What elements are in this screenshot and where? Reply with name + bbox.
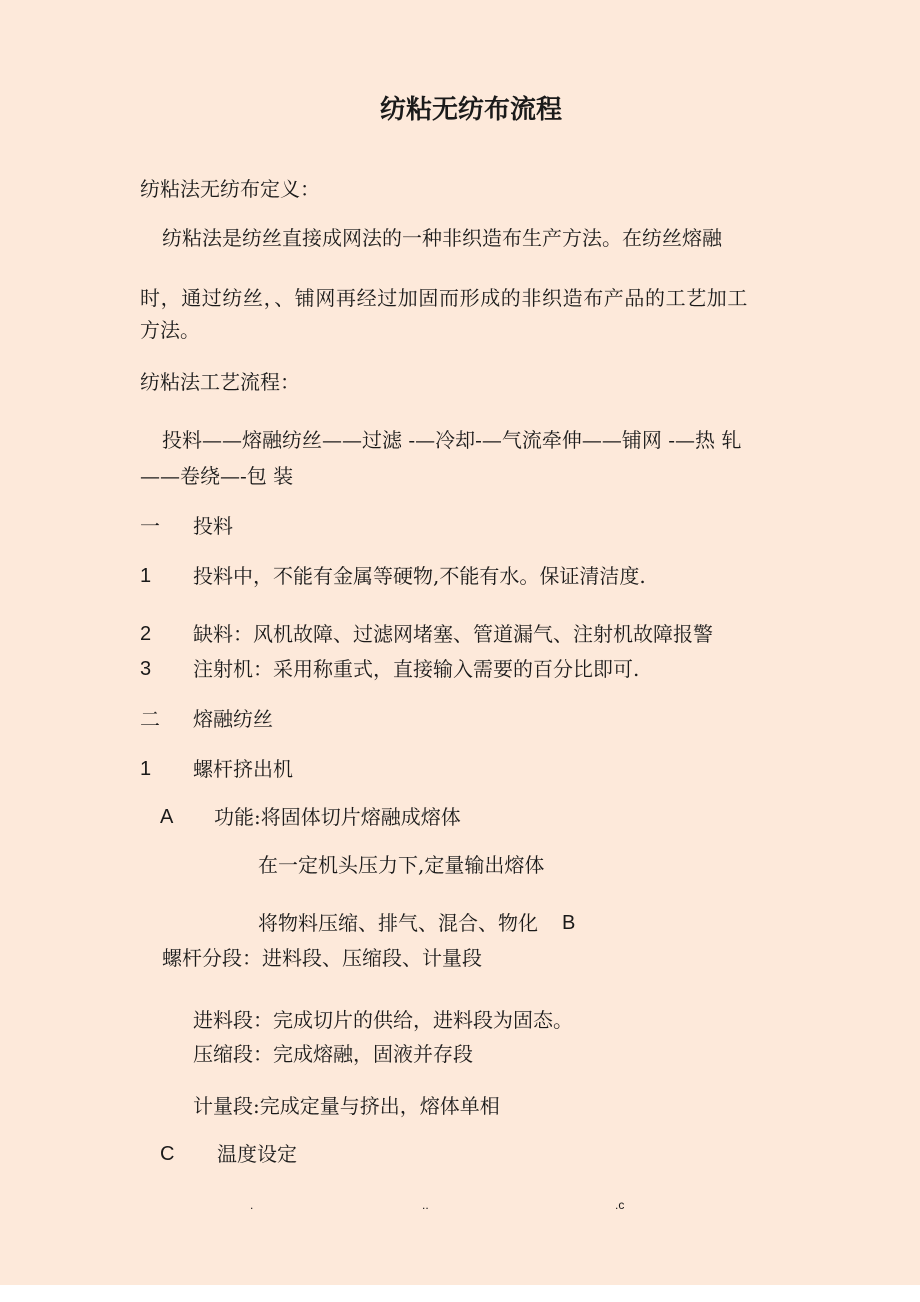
sub-b-text: 螺杆分段：进料段、压缩段、计量段 bbox=[162, 946, 482, 970]
compress-segment: 压缩段：完成熔融，固液并存段 bbox=[193, 1042, 473, 1066]
sub-c-marker: C bbox=[160, 1143, 175, 1165]
list-item-marker: 2 bbox=[140, 623, 152, 645]
list-item-text: 缺料：风机故障、过滤网堵塞、管道漏气、注射机故障报警 bbox=[193, 622, 713, 646]
sub-a-line-2: 在一定机头压力下,定量输出熔体 bbox=[258, 853, 545, 877]
process-line-2: ——卷绕—-包 装 bbox=[140, 464, 294, 488]
section-1-marker: 一 bbox=[140, 514, 160, 538]
page-title: 纺粘无纺布流程 bbox=[380, 95, 563, 125]
list-item-text: 注射机：采用称重式，直接输入需要的百分比即可. bbox=[193, 657, 640, 681]
footer-mark: .. bbox=[422, 1198, 429, 1212]
section-1-label: 投料 bbox=[193, 514, 233, 538]
section-2-label: 熔融纺丝 bbox=[193, 707, 273, 731]
sub-a-text: 功能:将固体切片熔融成熔体 bbox=[214, 805, 461, 829]
definition-heading: 纺粘法无纺布定义： bbox=[140, 177, 320, 201]
sub-a-line-3: 将物料压缩、排气、混合、物化 bbox=[258, 911, 538, 935]
list-item-marker: 1 bbox=[140, 565, 152, 587]
section-2-marker: 二 bbox=[140, 707, 160, 731]
sub-c-text: 温度设定 bbox=[217, 1142, 297, 1166]
footer-mark: . bbox=[250, 1198, 254, 1212]
process-line-1: 投料——熔融纺丝——过滤 -—冷却-—气流牵伸——铺网 -—热 轧 bbox=[162, 428, 742, 452]
sub-b-marker: B bbox=[562, 912, 576, 934]
footer-mark: .c bbox=[615, 1198, 625, 1212]
list-item-text: 投料中，不能有金属等硬物,不能有水。保证清洁度. bbox=[193, 564, 646, 588]
list-item-text: 螺杆挤出机 bbox=[193, 757, 293, 781]
list-item-marker: 3 bbox=[140, 658, 152, 680]
definition-line-1: 纺粘法是纺丝直接成网法的一种非织造布生产方法。在纺丝熔融 bbox=[162, 226, 722, 250]
definition-line-3: 方法。 bbox=[140, 318, 200, 342]
process-heading: 纺粘法工艺流程： bbox=[140, 370, 300, 394]
definition-line-2: 时，通过纺丝，、铺网再经过加固而形成的非织造布产品的工艺加工 bbox=[140, 286, 748, 310]
feed-segment: 进料段：完成切片的供给，进料段为固态。 bbox=[193, 1008, 573, 1032]
list-item-marker: 1 bbox=[140, 758, 152, 780]
sub-a-marker: A bbox=[160, 806, 174, 828]
metering-segment: 计量段:完成定量与挤出，熔体单相 bbox=[193, 1094, 500, 1118]
